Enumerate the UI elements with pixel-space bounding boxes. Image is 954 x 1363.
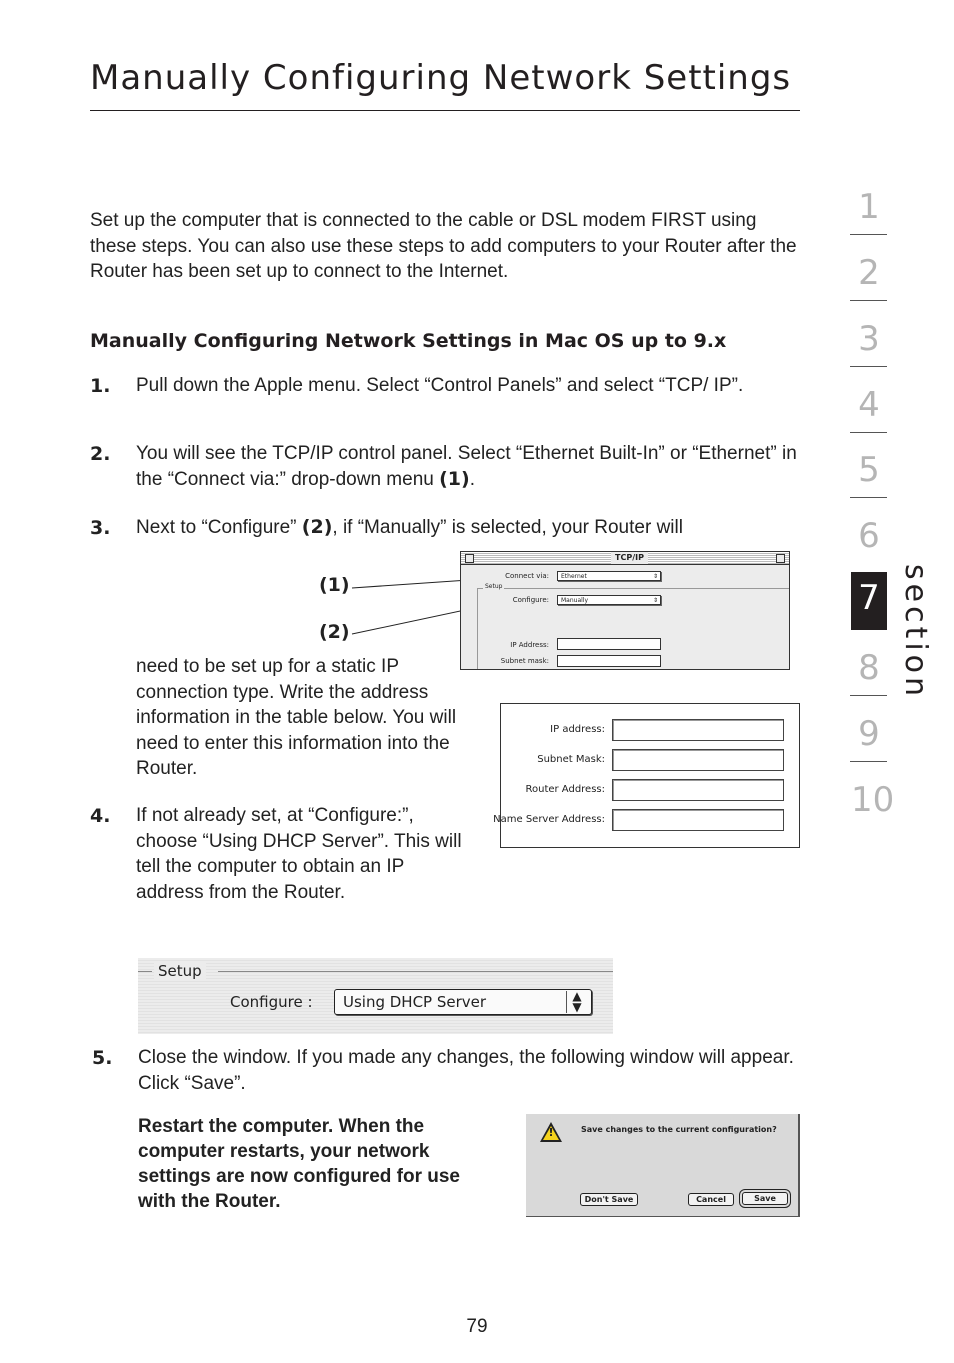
callout-label-1: (1) xyxy=(319,574,350,596)
setup-divider-left xyxy=(138,971,152,972)
page-title: Manually Configuring Network Settings xyxy=(90,58,792,98)
callout-label-2: (2) xyxy=(319,621,350,643)
setup-group-label: Setup xyxy=(485,583,503,590)
window-title: TCP/IP xyxy=(611,552,648,564)
save-button[interactable]: Save xyxy=(742,1192,788,1205)
section-nav-item[interactable]: 10 xyxy=(851,780,895,820)
address-row-label: Router Address: xyxy=(525,784,605,795)
subnet-mask-field[interactable] xyxy=(557,655,661,667)
router-address-box[interactable] xyxy=(612,779,784,801)
subnet-mask-label: Subnet mask: xyxy=(500,657,549,665)
address-row xyxy=(493,809,799,833)
step-5-number: 5. xyxy=(92,1047,113,1069)
section-nav-item-active[interactable]: 7 xyxy=(858,578,880,618)
section-label: section xyxy=(898,564,933,701)
step-4-text: If not already set, at “Configure:”, choose “Using DHCP Server”. This will tell the computer to obtain an IP address from the Router. xyxy=(136,805,462,903)
restart-note: Restart the computer. When the computer restarts, your network settings are now configured for use with the Router. xyxy=(138,1116,460,1212)
dhcp-setup-label: Setup xyxy=(154,962,206,980)
intro-paragraph: Set up the computer that is connected to the cable or DSL modem FIRST using these steps. You can also use these steps to add computers to your Router after the Router has been set up to connect to the Internet. xyxy=(90,210,797,282)
step-4-number: 4. xyxy=(90,805,111,827)
callout-ref-2: (2) xyxy=(301,516,333,538)
configure-dropdown[interactable]: Manually ⇕ xyxy=(557,595,661,605)
step-3-text-continued: need to be set up for a static IP connection type. Write the address information in the table below. You will need to enter this information into the Router. xyxy=(136,656,457,779)
section-nav-item[interactable]: 3 xyxy=(858,319,880,359)
section-nav-item[interactable]: 6 xyxy=(858,516,880,556)
step-2-number: 2. xyxy=(90,443,111,465)
configure-label: Configure: xyxy=(512,596,549,604)
close-box-icon xyxy=(465,554,474,563)
section-nav-item[interactable]: 5 xyxy=(858,450,880,490)
save-dialog-screenshot: ! Save changes to the current configuration? Don't Save Cancel Save xyxy=(526,1114,800,1217)
section-nav-item[interactable]: 1 xyxy=(858,187,880,227)
dhcp-configure-dropdown[interactable] xyxy=(334,989,592,1015)
popup-arrows-icon: ▲ ▼ xyxy=(566,991,587,1013)
address-table xyxy=(493,703,800,848)
ip-address-field[interactable] xyxy=(557,638,661,650)
address-row-label: IP address: xyxy=(550,724,605,735)
connect-via-dropdown[interactable]: Ethernet ⇕ xyxy=(557,571,661,581)
step-2-text: You will see the TCP/IP control panel. Select “Ethernet Built-In” or “Ethernet” in the “Connect via:” drop-down menu (1). xyxy=(136,443,797,490)
address-row-label: Name Server Address: xyxy=(493,814,605,825)
step-1-text: Pull down the Apple menu. Select “Control Panels” and select “TCP/ IP”. xyxy=(136,375,744,396)
subheading: Manually Configuring Network Settings in Mac OS up to 9.x xyxy=(90,330,727,352)
dhcp-setup-screenshot xyxy=(138,958,613,1034)
ip-address-label: IP Address: xyxy=(510,641,549,649)
ip-address-box[interactable] xyxy=(612,719,784,741)
name-server-address-box[interactable] xyxy=(612,809,784,831)
zoom-box-icon xyxy=(776,554,785,563)
section-nav-item[interactable]: 9 xyxy=(858,714,880,754)
dhcp-configure-label: Configure : xyxy=(230,993,313,1011)
popup-arrows-icon: ⇕ xyxy=(652,597,658,604)
dialog-question: Save changes to the current configuration? xyxy=(581,1125,777,1134)
section-nav-item[interactable]: 2 xyxy=(858,253,880,293)
cancel-button[interactable]: Cancel xyxy=(688,1193,734,1206)
dont-save-button[interactable]: Don't Save xyxy=(580,1193,638,1206)
subnet-mask-box[interactable] xyxy=(612,749,784,771)
connect-via-label: Connect via: xyxy=(505,572,549,580)
dhcp-configure-value: Using DHCP Server xyxy=(343,993,487,1011)
step-1-number: 1. xyxy=(90,375,111,397)
address-row-label: Subnet Mask: xyxy=(537,754,605,765)
popup-arrows-icon: ⇕ xyxy=(652,573,658,580)
section-nav-item[interactable]: 4 xyxy=(858,385,880,425)
step-3-number: 3. xyxy=(90,517,111,539)
page-number: 79 xyxy=(466,1316,488,1337)
step-5-text: Close the window. If you made any changes, the following window will appear. Click “Save”. xyxy=(138,1047,794,1094)
step-3-text: Next to “Configure” (2), if “Manually” is selected, your Router will xyxy=(136,516,683,538)
section-nav-item[interactable]: 8 xyxy=(858,648,880,688)
address-row xyxy=(501,779,799,803)
callout-ref-1: (1) xyxy=(439,467,470,490)
setup-divider-right xyxy=(218,971,613,972)
address-row xyxy=(501,719,799,743)
address-row xyxy=(501,749,799,773)
tcpip-panel-screenshot xyxy=(460,551,790,670)
